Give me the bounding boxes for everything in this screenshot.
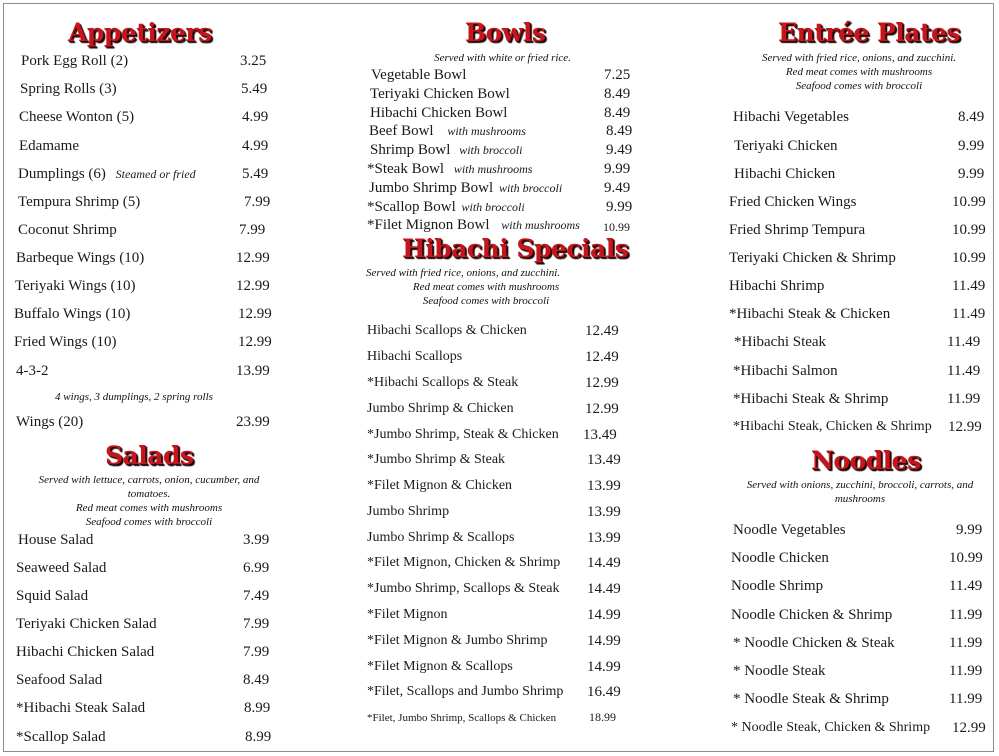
menu-item-price: 8.49	[606, 123, 633, 139]
menu-item-name: Spring Rolls (3)	[20, 81, 117, 97]
menu-item-price: 11.99	[949, 635, 983, 651]
menu-item-price: 8.49	[604, 105, 631, 121]
menu-item-price: 5.49	[241, 81, 268, 97]
menu-item-price: 12.99	[236, 250, 270, 266]
menu-item-price: 12.99	[238, 334, 272, 350]
menu-item-name: Noodle Vegetables	[733, 522, 846, 538]
menu-item-price: 12.99	[585, 401, 619, 417]
menu-item-name	[369, 179, 562, 197]
menu-item-note: with mushrooms	[453, 162, 533, 176]
note-line: Served with fried rice, onions, and zucchini.	[762, 52, 956, 64]
menu-item-name	[367, 160, 532, 178]
menu-item-price: 10.99	[952, 194, 986, 210]
menu-item-name: Barbeque Wings (10)	[16, 250, 145, 266]
bowls-note: Served with white or fried rice.	[434, 52, 571, 64]
menu-item-label: Beef Bowl	[369, 123, 434, 139]
menu-item-note: with mushrooms	[447, 124, 526, 138]
menu-item-price: 8.99	[244, 700, 271, 716]
menu-item-price: 12.99	[952, 720, 986, 736]
menu-item-price: 13.99	[587, 478, 621, 494]
menu-item-name: Hibachi Chicken	[734, 166, 836, 182]
menu-item-name: *Filet, Scallops and Jumbo Shrimp	[367, 684, 564, 699]
menu-item-price: 10.99	[952, 250, 986, 266]
menu-item-label: *Scallop Bowl	[367, 199, 456, 215]
menu-item-price: 14.49	[587, 581, 621, 597]
menu-item-name	[367, 216, 580, 234]
menu-item-name: * Noodle Steak, Chicken & Shrimp	[731, 720, 931, 735]
menu-item-price: 10.99	[952, 222, 986, 238]
menu-item-price: 14.99	[587, 659, 621, 675]
menu-item-note: with broccoli	[461, 200, 525, 214]
menu-item-name: *Hibachi Steak & Shrimp	[733, 391, 889, 407]
menu-item-name: Jumbo Shrimp & Chicken	[367, 401, 514, 416]
menu-item-name: Hibachi Shrimp	[729, 278, 825, 294]
menu-item-price: 11.49	[947, 334, 981, 350]
menu-item-name: Noodle Chicken	[731, 550, 829, 566]
menu-item-name: *Hibachi Scallops & Steak	[367, 375, 519, 390]
menu-item-label: Shrimp Bowl	[370, 142, 451, 158]
menu-item-name: Fried Chicken Wings	[729, 194, 857, 210]
menu-item-price: 11.49	[952, 278, 986, 294]
menu-item-price: 9.49	[606, 142, 633, 158]
menu-item-price: 5.49	[242, 166, 269, 182]
menu-item-name: Noodle Chicken & Shrimp	[731, 607, 893, 623]
combo-note: 4 wings, 3 dumplings, 2 spring rolls	[55, 391, 213, 403]
menu-item-price: 7.99	[243, 616, 270, 632]
menu-item-name: Pork Egg Roll (2)	[21, 53, 129, 69]
menu-item-price: 6.99	[243, 560, 270, 576]
menu-item-name: Buffalo Wings (10)	[14, 306, 131, 322]
menu-item-price: 9.99	[958, 166, 985, 182]
menu-item-name: Tempura Shrimp (5)	[18, 194, 141, 210]
menu-item-price: 4.99	[242, 109, 269, 125]
menu-item-name: *Filet Mignon, Chicken & Shrimp	[367, 555, 561, 570]
menu-item-price: 11.49	[947, 363, 981, 379]
menu-item-price: 9.99	[606, 199, 633, 215]
menu-item-name: *Hibachi Salmon	[733, 363, 838, 379]
menu-item-price: 3.25	[240, 53, 267, 69]
menu-item-price: 14.99	[587, 633, 621, 649]
note-line: Red meat comes with mushrooms	[785, 66, 933, 78]
menu-item-price: 18.99	[589, 710, 616, 724]
hibachi-specials-heading: Hibachi Specials	[402, 234, 629, 263]
menu-item-name: Teriyaki Chicken Salad	[16, 616, 157, 632]
menu-item-name: *Filet Mignon & Jumbo Shrimp	[367, 633, 548, 648]
entree-plates-heading: Entrée Plates	[778, 18, 960, 47]
menu-item-name: *Jumbo Shrimp, Steak & Chicken	[367, 427, 559, 442]
salads-note	[18, 473, 280, 529]
menu-item-name	[18, 165, 196, 183]
menu-item-label: Dumplings (6)	[18, 166, 106, 182]
note-line: Seafood comes with broccoli	[795, 80, 923, 92]
menu-item-note: with broccoli	[498, 181, 563, 195]
menu-item-name: Hibachi Chicken Bowl	[370, 105, 508, 121]
menu-item-name: * Noodle Steak & Shrimp	[733, 691, 889, 707]
noodles-note: Served with onions, zucchini, broccoli, carrots, and mushrooms	[746, 479, 974, 505]
menu-item-name: 4-3-2	[16, 363, 49, 379]
menu-item-name: Coconut Shrimp	[18, 222, 117, 238]
menu-item-name: Teriyaki Chicken & Shrimp	[729, 250, 896, 266]
menu-item-name: Fried Wings (10)	[14, 334, 117, 350]
menu-item-price: 14.49	[587, 555, 621, 571]
menu-item-name	[367, 198, 525, 216]
menu-item-price: 7.99	[239, 222, 266, 238]
menu-item-name: *Hibachi Steak Salad	[16, 700, 146, 716]
menu-item-price: 7.25	[604, 67, 631, 83]
menu-item-note: Steamed or fried	[115, 167, 196, 181]
menu-item-name: Fried Shrimp Tempura	[729, 222, 866, 238]
menu-item-name: Teriyaki Chicken	[734, 138, 838, 154]
menu-item-name: Hibachi Scallops & Chicken	[367, 323, 527, 338]
menu-item-name: Jumbo Shrimp & Scallops	[367, 530, 515, 545]
menu-item-price: 11.49	[952, 306, 986, 322]
note-line: Served with lettuce, carrots, onion, cucumber, and tomatoes.	[38, 474, 260, 500]
menu-item-price: 12.99	[585, 375, 619, 391]
menu-item-name: * Noodle Steak	[733, 663, 826, 679]
menu-item-price: 13.49	[583, 427, 617, 443]
menu-item-name: *Jumbo Shrimp & Steak	[367, 452, 506, 467]
menu-item-price: 7.99	[243, 644, 270, 660]
note-line: Seafood comes with broccoli	[422, 295, 550, 307]
menu-item-price: 13.49	[587, 452, 621, 468]
menu-item-price: 4.99	[242, 138, 269, 154]
menu-item-name: *Jumbo Shrimp, Scallops & Steak	[367, 581, 560, 596]
menu-item-note: with mushrooms	[501, 218, 580, 232]
menu-item-price: 13.99	[587, 530, 621, 546]
menu-item-price: 8.99	[245, 729, 272, 745]
note-line: Served with fried rice, onions, and zucchini.	[366, 267, 560, 279]
menu-item-price: 12.49	[585, 323, 619, 339]
menu-item-price: 11.99	[949, 607, 983, 623]
menu-item-price: 8.49	[604, 86, 631, 102]
menu-item-name: Noodle Shrimp	[731, 578, 824, 594]
menu-item-name: Jumbo Shrimp	[367, 504, 450, 519]
menu-item-name: Teriyaki Wings (10)	[15, 278, 136, 294]
menu-item-name: Squid Salad	[16, 588, 89, 604]
menu-item-price: 13.99	[587, 504, 621, 520]
note-line: Red meat comes with mushrooms	[412, 281, 560, 293]
note-line: Red meat comes with mushrooms	[75, 502, 223, 514]
menu-item-label: Jumbo Shrimp Bowl	[369, 180, 494, 196]
bowls-heading: Bowls	[465, 18, 546, 47]
menu-item-price: 9.99	[604, 161, 631, 177]
entree-plates-note	[744, 51, 974, 93]
menu-item-price: 13.99	[236, 363, 270, 379]
menu-item-name: *Hibachi Steak & Chicken	[729, 306, 891, 322]
menu-item-price: 9.99	[956, 522, 983, 538]
note-line: Seafood comes with broccoli	[85, 516, 213, 528]
menu-item-name	[370, 141, 522, 159]
menu-item-price: 12.49	[585, 349, 619, 365]
menu-item-name: *Hibachi Steak	[734, 334, 827, 350]
menu-item-name	[369, 122, 526, 140]
menu-item-price: 10.99	[603, 220, 630, 234]
menu-item-name: *Hibachi Steak, Chicken & Shrimp	[733, 419, 932, 434]
menu-item-price: 11.99	[949, 663, 983, 679]
noodles-heading: Noodles	[811, 446, 921, 475]
menu-item-price: 9.99	[958, 138, 985, 154]
menu-item-name: Seafood Salad	[16, 672, 103, 688]
menu-item-price: 11.99	[947, 391, 981, 407]
menu-item-price: 10.99	[949, 550, 983, 566]
menu-item-name: Vegetable Bowl	[371, 67, 467, 83]
menu-item-note: with broccoli	[459, 143, 523, 157]
menu-item-label: *Filet Mignon Bowl	[367, 217, 490, 233]
menu-item-name: Teriyaki Chicken Bowl	[370, 86, 510, 102]
menu-item-name: House Salad	[18, 532, 94, 548]
hibachi-specials-note	[366, 266, 606, 308]
menu-item-name: * Noodle Chicken & Steak	[733, 635, 895, 651]
menu-item-name: *Filet Mignon & Scallops	[367, 659, 513, 674]
menu-item-name: Edamame	[19, 138, 79, 154]
menu-item-name: Hibachi Scallops	[367, 349, 463, 364]
menu-item-price: 16.49	[587, 684, 621, 700]
menu-item-name: Cheese Wonton (5)	[19, 109, 135, 125]
menu-item-price: 7.99	[244, 194, 271, 210]
menu-item-name: *Filet Mignon & Chicken	[367, 478, 513, 493]
menu-item-price: 9.49	[604, 180, 631, 196]
menu-item-price: 23.99	[236, 414, 270, 430]
menu-item-name: Wings (20)	[16, 414, 84, 430]
menu-item-price: 14.99	[587, 607, 621, 623]
menu-item-name: *Filet, Jumbo Shrimp, Scallops & Chicken	[367, 712, 557, 724]
menu-item-price: 7.49	[243, 588, 270, 604]
menu-item-name: *Scallop Salad	[16, 729, 106, 745]
appetizers-heading: Appetizers	[68, 18, 212, 47]
menu-item-price: 11.49	[949, 578, 983, 594]
menu-item-price: 8.49	[958, 109, 985, 125]
menu-item-name: Seaweed Salad	[16, 560, 107, 576]
menu-item-price: 11.99	[949, 691, 983, 707]
menu-item-price: 3.99	[243, 532, 270, 548]
salads-heading: Salads	[105, 441, 194, 470]
menu-item-price: 12.99	[238, 306, 272, 322]
menu-item-name: *Filet Mignon	[367, 607, 448, 622]
menu-item-name: Hibachi Chicken Salad	[16, 644, 155, 660]
menu-item-price: 12.99	[236, 278, 270, 294]
menu-item-price: 8.49	[243, 672, 270, 688]
menu-item-label: *Steak Bowl	[367, 161, 445, 177]
menu-item-name: Hibachi Vegetables	[733, 109, 849, 125]
menu-item-price: 12.99	[948, 419, 982, 435]
